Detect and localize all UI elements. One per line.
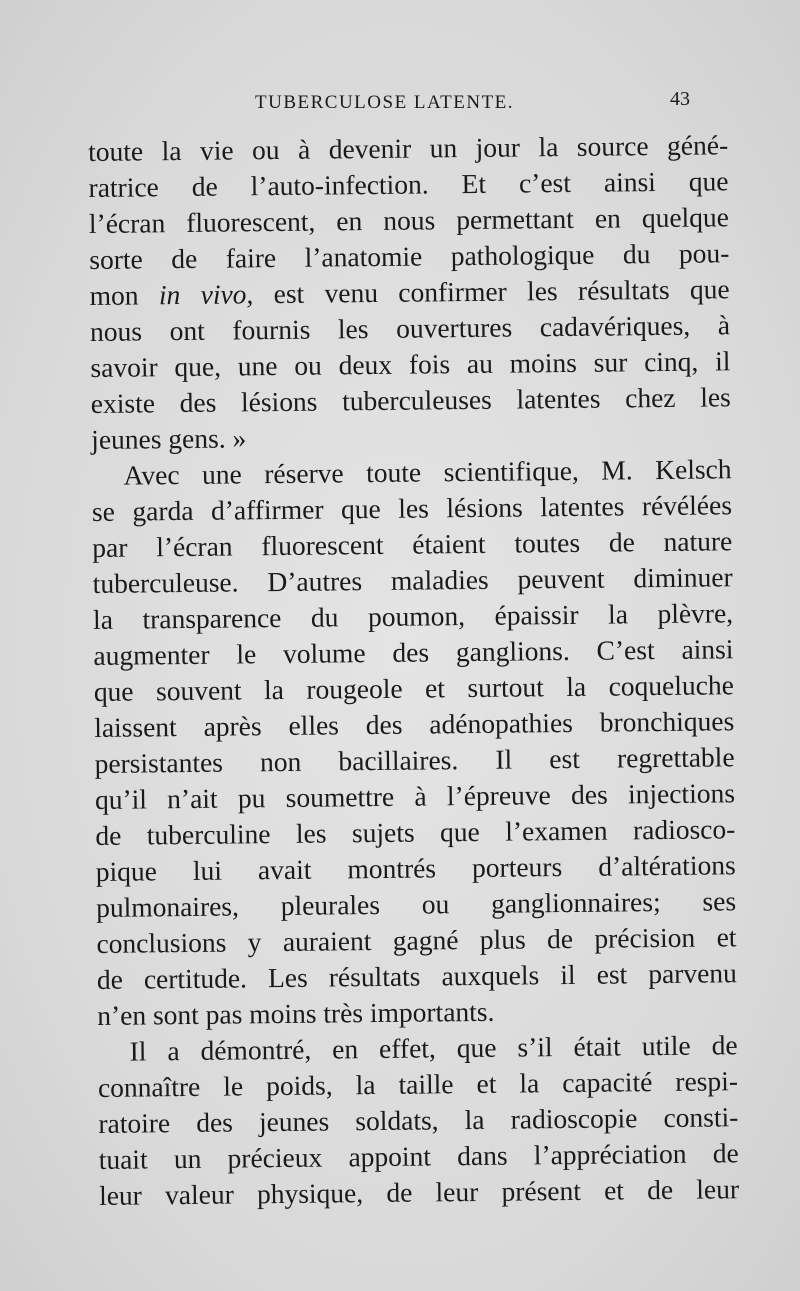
paragraph-start-line: Avec une réserve toute scientifique, M. Kelsch xyxy=(123,453,732,491)
text-line: l’écran fluorescent, en nous permettant en quelque xyxy=(88,201,730,239)
paragraph-start-line: Il a démontré, en effet, que s’il était utile de xyxy=(129,1029,738,1067)
text-line: par l’écran fluorescent étaient toutes de nature xyxy=(92,525,733,563)
text-line: se garda d’affirmer que les lésions latentes révélées xyxy=(91,489,733,527)
text-line: la transparence du poumon, épaissir la plèvre, xyxy=(92,597,734,635)
text-line: de certitude. Les résultats auxquels il est parvenu xyxy=(96,957,737,995)
text-line: persistantes non bacillaires. Il est regrettable xyxy=(94,741,735,779)
text-line: de tuberculine les sujets que l’examen radiosco- xyxy=(95,813,736,851)
page-header xyxy=(90,88,690,118)
text-line: leur valeur physique, de leur présent et de leur xyxy=(98,1173,740,1211)
text-segment: est venu confirmer les résultats que xyxy=(253,273,730,310)
paragraph-end-line: jeunes gens. » xyxy=(91,422,247,455)
text-line: augmenter le volume des ganglions. C’est ainsi xyxy=(93,633,734,671)
text-line: tuait un précieux appoint dans l’appréciation de xyxy=(98,1137,739,1175)
body-text xyxy=(88,127,739,1214)
text-line: existe des lésions tuberculeuses latentes chez les xyxy=(90,381,731,419)
text-line: tuberculeuse. D’autres maladies peuvent diminuer xyxy=(92,561,733,599)
text-line: sorte de faire l’anatomie pathologique du pou- xyxy=(89,237,730,275)
text-line: qu’il n’ait pu soumettre à l’épreuve des injections xyxy=(94,777,736,815)
text-line: pulmonaires, pleurales ou ganglionnaires; ses xyxy=(95,885,737,923)
running-title: TUBERCULOSE LATENTE. xyxy=(255,92,515,113)
text-line: toute la vie ou à devenir un jour la source géné- xyxy=(88,129,729,167)
text-line: conclusions y auraient gagné plus de précision et xyxy=(96,921,737,959)
text-line: ratrice de l’auto-infection. Et c’est ainsi que xyxy=(88,165,729,203)
text-line: que souvent la rougeole et surtout la coqueluche xyxy=(93,669,734,707)
text-segment: mon xyxy=(89,279,160,311)
paragraph-end-line: n’en sont pas moins très importants. xyxy=(97,995,495,1031)
text-line: connaître le poids, la taille et la capacité respi- xyxy=(97,1065,739,1103)
text-line: savoir que, une ou deux fois au moins sur cinq, il xyxy=(90,345,731,383)
text-line: ratoire des jeunes soldats, la radioscopie consti- xyxy=(98,1101,739,1139)
text-line: laissent après elles des adénopathies bronchiques xyxy=(94,705,735,743)
text-line: nous ont fournis les ouvertures cadavériques, à xyxy=(89,309,731,347)
page-number: 43 xyxy=(670,88,690,110)
italic-phrase: in vivo, xyxy=(158,278,254,311)
text-line: pique lui avait montrés porteurs d’altérations xyxy=(95,849,736,887)
